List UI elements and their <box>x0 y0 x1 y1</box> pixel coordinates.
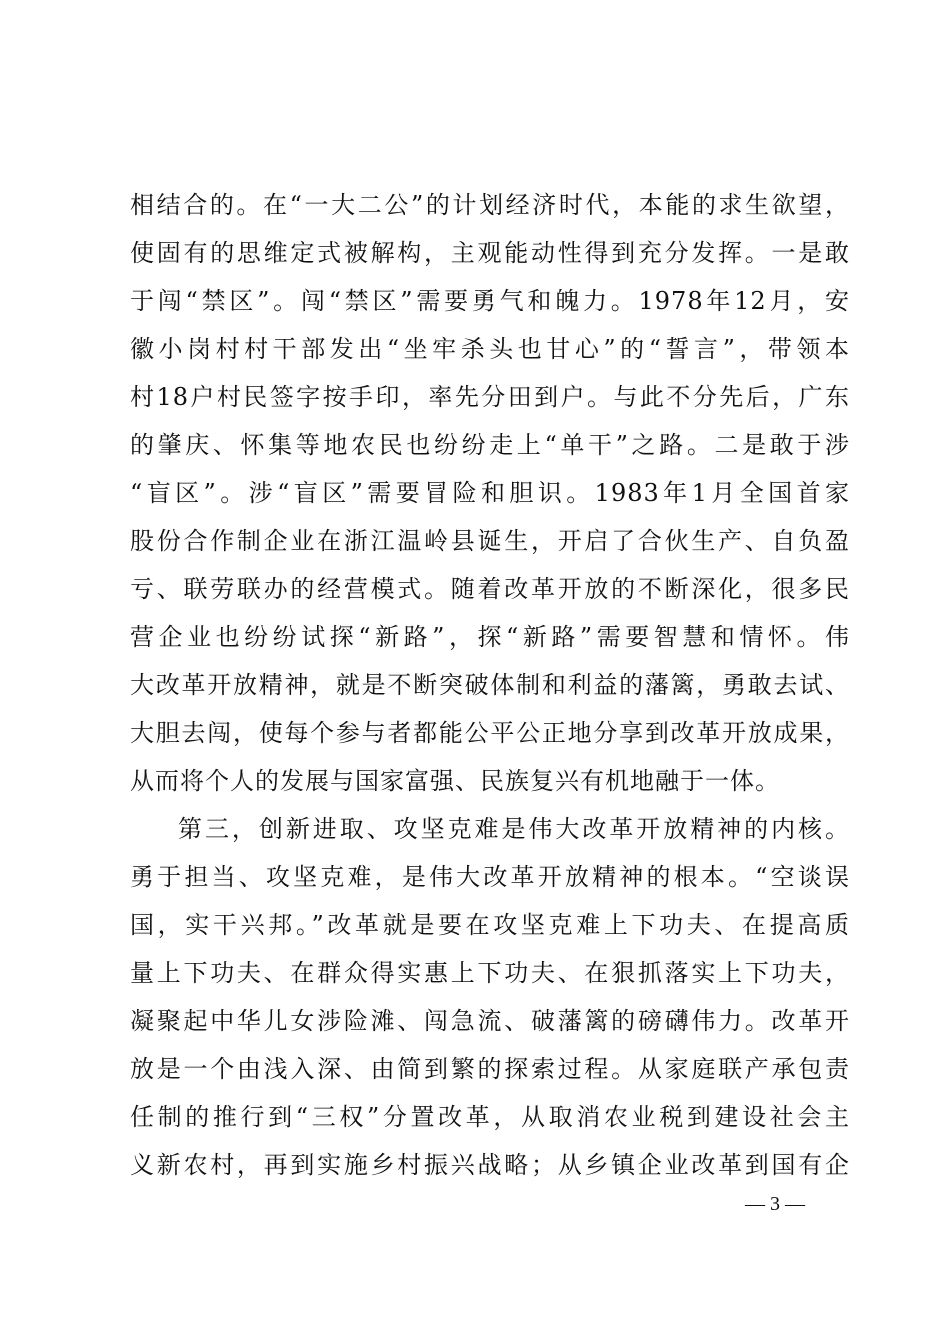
text-line: 从而将个人的发展与国家富强、民族复兴有机地融于一体。 <box>130 767 780 795</box>
text-line: 凝聚起中华儿女涉险滩、闯急流、破藩篱的磅礴伟力。改革开 <box>130 1007 850 1035</box>
text-line: 任制的推行到“三权”分置改革，从取消农业税到建设社会主 <box>130 1103 850 1131</box>
text-line: 的肇庆、怀集等地农民也纷纷走上“单干”之路。二是敢于涉 <box>130 431 850 459</box>
text-line: 亏、联劳联办的经营模式。随着改革开放的不断深化，很多民 <box>130 575 850 603</box>
text-line: 义新农村，再到实施乡村振兴战略；从乡镇企业改革到国有企 <box>130 1151 850 1179</box>
text-line: 于闯“禁区”。闯“禁区”需要勇气和魄力。1978年12月，安 <box>130 287 850 315</box>
text-line: 大胆去闯，使每个参与者都能公平公正地分享到改革开放成果， <box>130 719 850 747</box>
text-line: 村18户村民签字按手印，率先分田到户。与此不分先后，广东 <box>130 383 850 411</box>
body-text <box>130 181 850 1189</box>
text-line: 放是一个由浅入深、由简到繁的探索过程。从家庭联产承包责 <box>130 1055 850 1083</box>
text-line: 量上下功夫、在群众得实惠上下功夫、在狠抓落实上下功夫， <box>130 959 850 987</box>
text-line: 股份合作制企业在浙江温岭县诞生，开启了合伙生产、自负盈 <box>130 527 850 555</box>
text-line: 使固有的思维定式被解构，主观能动性得到充分发挥。一是敢 <box>130 239 850 267</box>
text-line: 相结合的。在“一大二公”的计划经济时代，本能的求生欲望， <box>130 191 850 219</box>
text-line: 营企业也纷纷试探“新路”，探“新路”需要智慧和情怀。伟 <box>130 623 850 651</box>
text-line: “盲区”。涉“盲区”需要冒险和胆识。1983年1月全国首家 <box>130 479 850 507</box>
text-line: 徽小岗村村干部发出“坐牢杀头也甘心”的“誓言”，带领本 <box>130 335 850 363</box>
text-line: 国，实干兴邦。”改革就是要在攻坚克难上下功夫、在提高质 <box>130 911 850 939</box>
page-number: — 3 — <box>745 1193 805 1215</box>
text-line: 第三，创新进取、攻坚克难是伟大改革开放精神的内核。 <box>178 815 850 843</box>
text-line: 大改革开放精神，就是不断突破体制和利益的藩篱，勇敢去试、 <box>130 671 850 699</box>
text-line: 勇于担当、攻坚克难，是伟大改革开放精神的根本。“空谈误 <box>130 863 850 891</box>
